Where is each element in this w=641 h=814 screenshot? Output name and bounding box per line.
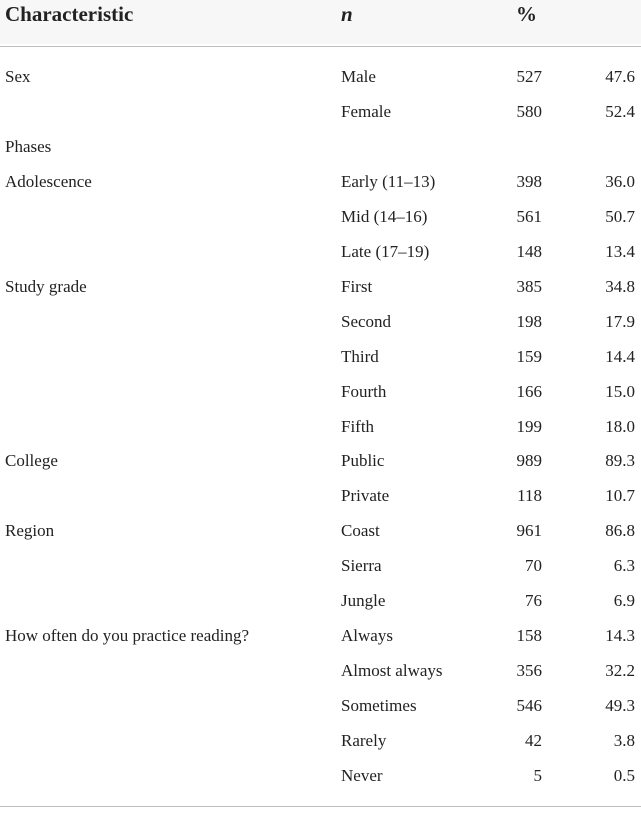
cell-subcategory: Almost always: [341, 661, 443, 680]
cell-characteristic: Sex: [5, 67, 31, 86]
cell-n: 198: [516, 312, 542, 331]
table-row: [0, 172, 641, 207]
table-row: [0, 766, 641, 801]
table-row: [0, 417, 641, 452]
cell-n: 118: [517, 486, 542, 505]
cell-percent: 14.4: [605, 347, 635, 366]
cell-percent: 15.0: [605, 382, 635, 401]
table-row: [0, 451, 641, 486]
cell-percent: 17.9: [605, 312, 635, 331]
table-row: [0, 556, 641, 591]
cell-subcategory: Sierra: [341, 556, 382, 575]
cell-n: 580: [516, 102, 542, 121]
cell-characteristic: Phases: [5, 137, 52, 156]
cell-subcategory: Coast: [341, 521, 380, 540]
cell-n: 561: [516, 207, 542, 226]
table-row: [0, 382, 641, 417]
cell-n: 199: [516, 417, 542, 436]
table-row: [0, 137, 641, 172]
cell-characteristic: How often do you practice reading?: [5, 626, 250, 645]
table-row: [0, 626, 641, 661]
cell-subcategory: Female: [341, 102, 392, 121]
cell-subcategory: First: [341, 277, 373, 296]
cell-percent: 47.6: [605, 67, 635, 86]
cell-percent: 3.8: [613, 731, 635, 750]
cell-subcategory: Fifth: [341, 417, 375, 436]
table-row: [0, 731, 641, 766]
table-row: [0, 312, 641, 347]
table-header-row: [0, 0, 641, 44]
cell-percent: 0.5: [613, 766, 635, 785]
cell-characteristic: College: [5, 451, 58, 470]
cell-percent: 86.8: [605, 521, 635, 540]
cell-n: 385: [516, 277, 542, 296]
cell-percent: 32.2: [605, 661, 635, 680]
cell-percent: 50.7: [605, 207, 635, 226]
cell-n: 961: [516, 521, 542, 540]
cell-subcategory: Private: [341, 486, 390, 505]
cell-subcategory: Public: [341, 451, 385, 470]
cell-n: 527: [516, 67, 542, 86]
cell-n: 546: [516, 696, 542, 715]
cell-subcategory: Always: [341, 626, 393, 645]
cell-n: 356: [516, 661, 542, 680]
cell-subcategory: Late (17–19): [341, 242, 430, 261]
cell-percent: 36.0: [605, 172, 635, 191]
table-row: [0, 521, 641, 556]
cell-n: 398: [516, 172, 542, 191]
table-row: [0, 591, 641, 626]
cell-n: 42: [525, 731, 542, 750]
cell-subcategory: Mid (14–16): [341, 207, 428, 226]
cell-subcategory: Jungle: [341, 591, 386, 610]
cell-n: 159: [516, 347, 542, 366]
cell-subcategory: Male: [341, 67, 376, 86]
cell-subcategory: Never: [341, 766, 383, 785]
cell-subcategory: Sometimes: [341, 696, 417, 715]
header-characteristic: Characteristic: [5, 2, 134, 26]
cell-characteristic: Study grade: [5, 277, 87, 296]
table-row: [0, 242, 641, 277]
cell-n: 148: [516, 242, 542, 261]
table-row: [0, 486, 641, 521]
cell-percent: 13.4: [605, 242, 635, 261]
table-row: [0, 277, 641, 312]
cell-subcategory: Third: [341, 347, 379, 366]
cell-subcategory: Rarely: [341, 731, 387, 750]
cell-percent: 10.7: [605, 486, 635, 505]
table-row: [0, 347, 641, 382]
cell-subcategory: Early (11–13): [341, 172, 436, 191]
header-rule: [0, 46, 641, 47]
table-row: [0, 661, 641, 696]
cell-n: 5: [533, 766, 542, 785]
table-row: [0, 102, 641, 137]
cell-n: 166: [516, 382, 542, 401]
cell-characteristic: Adolescence: [5, 172, 92, 191]
cell-n: 989: [516, 451, 542, 470]
cell-n: 158: [516, 626, 542, 645]
table-row: [0, 696, 641, 731]
header-n: n: [341, 2, 353, 26]
cell-subcategory: Second: [341, 312, 392, 331]
cell-percent: 52.4: [605, 102, 635, 121]
cell-percent: 89.3: [605, 451, 635, 470]
cell-percent: 6.9: [613, 591, 635, 610]
table-row: [0, 67, 641, 102]
cell-percent: 49.3: [605, 696, 635, 715]
cell-n: 76: [525, 591, 542, 610]
cell-subcategory: Fourth: [341, 382, 387, 401]
cell-percent: 6.3: [613, 556, 635, 575]
cell-percent: 34.8: [605, 277, 635, 296]
header-percent: %: [516, 2, 537, 26]
cell-percent: 14.3: [605, 626, 635, 645]
cell-characteristic: Region: [5, 521, 55, 540]
cell-n: 70: [525, 556, 542, 575]
footer-rule: [0, 806, 641, 807]
cell-percent: 18.0: [605, 417, 635, 436]
table-row: [0, 207, 641, 242]
